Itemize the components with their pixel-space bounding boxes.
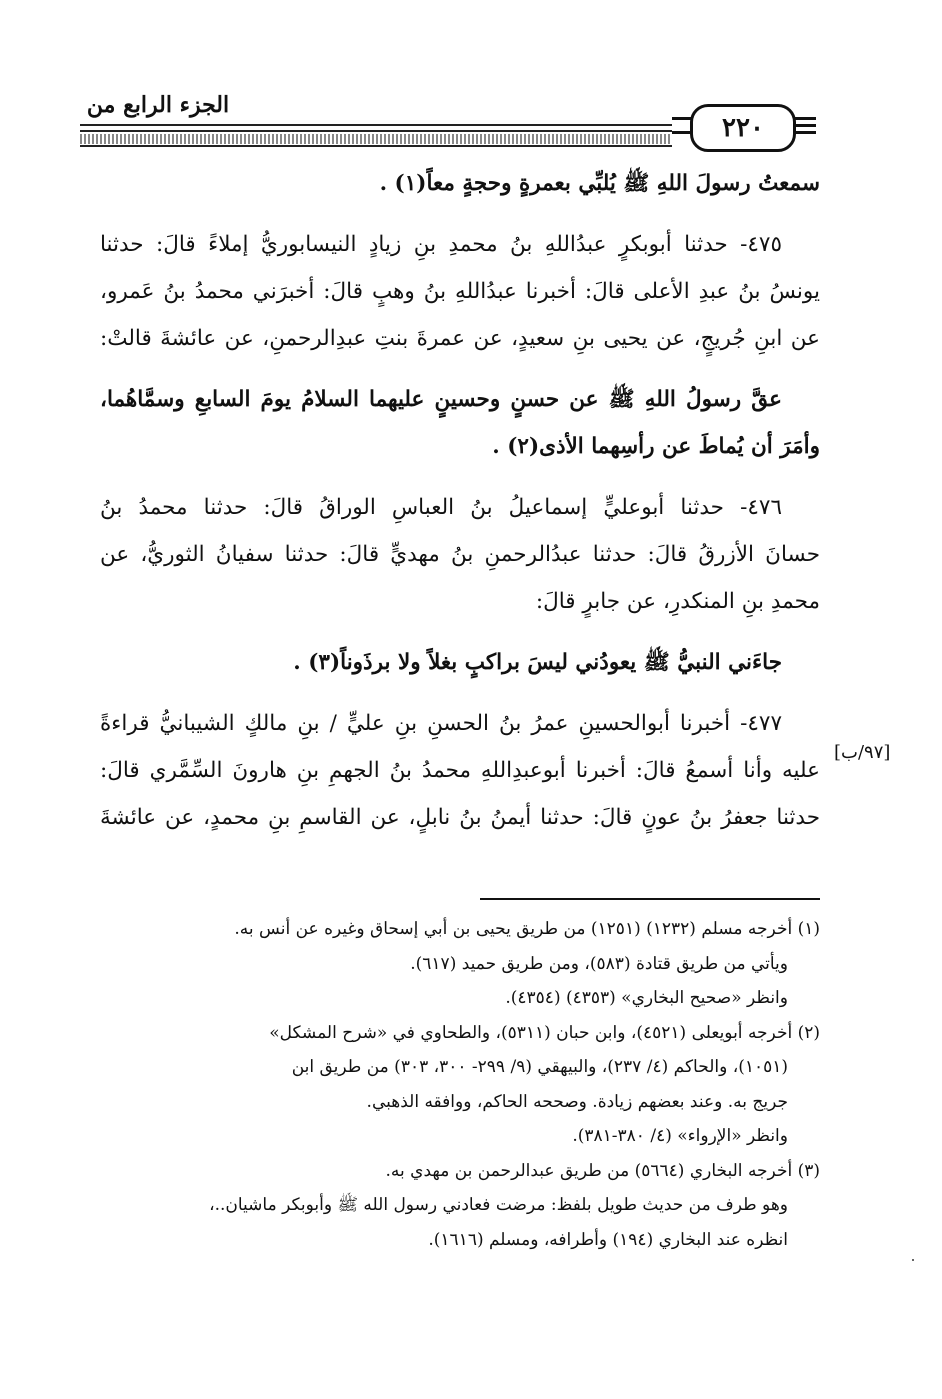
header-rule	[80, 130, 672, 132]
text-line: يونسُ بنُ عبدِ الأعلى قالَ: أخبرنا عبدُاللهِ بنُ وهبٍ قالَ: أخبرَني محمدُ بنُ عَمرو،	[100, 279, 820, 304]
footnotes	[100, 912, 820, 1257]
footnote-line: (٢) أخرجه أبويعلى (٤٥٢١)، وابن حبان (٥٣١١)، والطحاوي في «شرح المشكل»	[269, 1022, 820, 1043]
footnote-line: (٣) أخرجه البخاري (٥٦٦٤) من طريق عبدالرحمن بن مهدي به.	[385, 1160, 820, 1181]
header-rule	[80, 145, 672, 147]
text-line: ٤٧٦- حدثنا أبوعليٍّ إسماعيلُ بنُ العباسِ الوراقُ قالَ: حدثنا محمدُ بنُ	[100, 495, 782, 520]
text-line: وأمَرَ أن يُماطَ عن رأسِهما الأذى(٢) .	[492, 434, 820, 459]
header-rule	[80, 124, 672, 126]
page-number: ٢٢٠	[690, 104, 796, 152]
header-rule-band	[80, 134, 672, 144]
header-ornament	[672, 131, 692, 134]
footnote-line: (١) أخرجه مسلم (١٢٣٢) (١٢٥١) من طريق يحيى بن أبي إسحاق وغيره عن أنس به.	[234, 919, 820, 939]
footnote-line: وانظر «صحيح البخاري» (٤٣٥٣) (٤٣٥٤).	[505, 988, 788, 1008]
text-line: ٤٧٧- أخبرنا أبوالحسينِ عمرُ بنُ الحسنِ بنِ عليٍّ / بنِ مالكٍ الشيبانيُّ قراءةً	[100, 711, 782, 736]
scan-speck	[912, 1259, 914, 1261]
text-line: جاءَني النبيُّ ﷺ يعودُني ليسَ براكبٍ بغلاً ولا برذَوناً(٣) .	[293, 650, 782, 675]
text-line: محمدِ بنِ المنكدرِ، عن جابرٍ قالَ:	[535, 589, 820, 614]
manuscript-folio-mark: [٩٧/ب]	[834, 742, 891, 763]
text-line: سمعتُ رسولَ اللهِ ﷺ يُلبِّي بعمرةٍ وحجةٍ معاً(١) .	[379, 171, 820, 196]
running-title: الجزء الرابع من	[86, 92, 230, 118]
text-line: حدثنا جعفرُ بنُ عونٍ قالَ: حدثنا أيمنُ بنُ نابلٍ، عن القاسمِ بنِ محمدٍ، عن عائشةَ	[100, 805, 820, 830]
main-text	[100, 160, 820, 841]
footnote-line: (١٠٥١)، والحاكم (٤/ ٢٣٧)، والبيهقي (٩/ ٢٩٩- ٣٠٠، ٣٠٣) من طريق ابن	[291, 1057, 788, 1077]
footnote-line: انظره عند البخاري (١٩٤) وأطرافه، ومسلم (١٦١٦).	[428, 1229, 788, 1250]
text-line: ٤٧٥- حدثنا أبوبكرٍ عبدُاللهِ بنُ محمدِ بنِ زيادٍ النيسابوريُّ إملاءً قالَ: حدثنا	[100, 232, 782, 257]
text-line: عقَّ رسولُ اللهِ ﷺ عن حسنٍ وحسينٍ عليهما السلامُ يومَ السابعِ وسمَّاهُما،	[100, 387, 782, 412]
header-ornament	[672, 117, 692, 120]
footnote-line: ويأتي من طريق قتادة (٥٨٣)، ومن طريق حميد (٦١٧).	[410, 953, 788, 974]
footnote-line: وانظر «الإرواء» (٤/ ٣٨٠-٣٨١).	[572, 1126, 788, 1146]
footnote-line: وهو طرف من حديث طويل بلفظ: مرضت فعادني رسول الله ﷺ وأبوبكر ماشيان..،	[209, 1195, 788, 1215]
footnote-line: جريج به. وعند بعضهم زيادة. وصححه الحاكم، ووافقه الذهبي.	[366, 1091, 788, 1112]
footnote-separator	[480, 898, 820, 900]
text-line: حسانَ الأزرقُ قالَ: حدثنا عبدُالرحمنِ بنُ مهديٍّ قالَ: حدثنا سفيانُ الثوريُّ، عن	[100, 542, 820, 567]
text-line: عن ابنِ جُريجٍ، عن يحيى بنِ سعيدٍ، عن عمرةَ بنتِ عبدِالرحمنِ، عن عائشةَ قالتْ:	[100, 326, 820, 351]
text-line: عليه وأنا أسمعُ قالَ: أخبرنا أبوعبدِاللهِ محمدُ بنُ الجهمِ بنِ هارونَ السِّمَّري قالَ:	[100, 758, 820, 783]
